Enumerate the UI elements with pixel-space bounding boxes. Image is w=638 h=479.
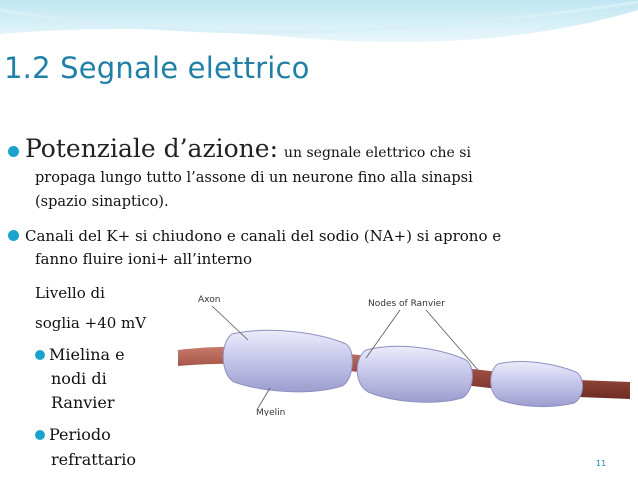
myelin-line-2: nodi di [51, 369, 107, 388]
definition-line-3: (spazio sinaptico). [35, 194, 169, 210]
bullet-dot-icon [35, 350, 45, 360]
myelin-line-1: Mielina e [49, 345, 125, 364]
threshold-line-2: soglia +40 mV [35, 314, 147, 332]
channels-line-2: fanno fluire ioni+ all’interno [35, 250, 253, 268]
myelin-line-3: Ranvier [51, 393, 115, 412]
myelin-segment-2 [357, 346, 472, 402]
bullet-dot-icon [35, 430, 45, 440]
slide-title: 1.2 Segnale elettrico [4, 51, 310, 85]
label-axon: Axon [198, 295, 221, 305]
myelin-segment-3 [491, 362, 583, 407]
bullet-dot-icon [8, 230, 19, 241]
refractory-line-2: refrattario [51, 450, 137, 469]
definition-text: un segnale elettrico che si [284, 145, 471, 161]
label-myelin: Myelin [256, 408, 286, 416]
refractory-line-1: Periodo [49, 425, 111, 444]
page-number: 11 [596, 459, 607, 468]
label-nodes-of-ranvier: Nodes of Ranvier [368, 299, 445, 309]
bullet-refractory [35, 425, 111, 444]
bullet-myelin [35, 345, 125, 364]
bullet-action-potential [8, 134, 471, 163]
header-wave-decoration [0, 0, 638, 50]
myelin-segment-1 [223, 330, 352, 391]
channels-line-1: Canali del K+ si chiudono e canali del sodio (NA+) si aprono e [25, 227, 502, 245]
term-action-potential: Potenziale d’azione: [25, 134, 279, 163]
threshold-line-1: Livello di [35, 284, 105, 302]
myelinated-axon-diagram [178, 288, 630, 416]
definition-line-2: propaga lungo tutto l’assone di un neurone fino alla sinapsi [35, 170, 473, 186]
bullet-channels [8, 227, 501, 245]
bullet-dot-icon [8, 146, 19, 157]
